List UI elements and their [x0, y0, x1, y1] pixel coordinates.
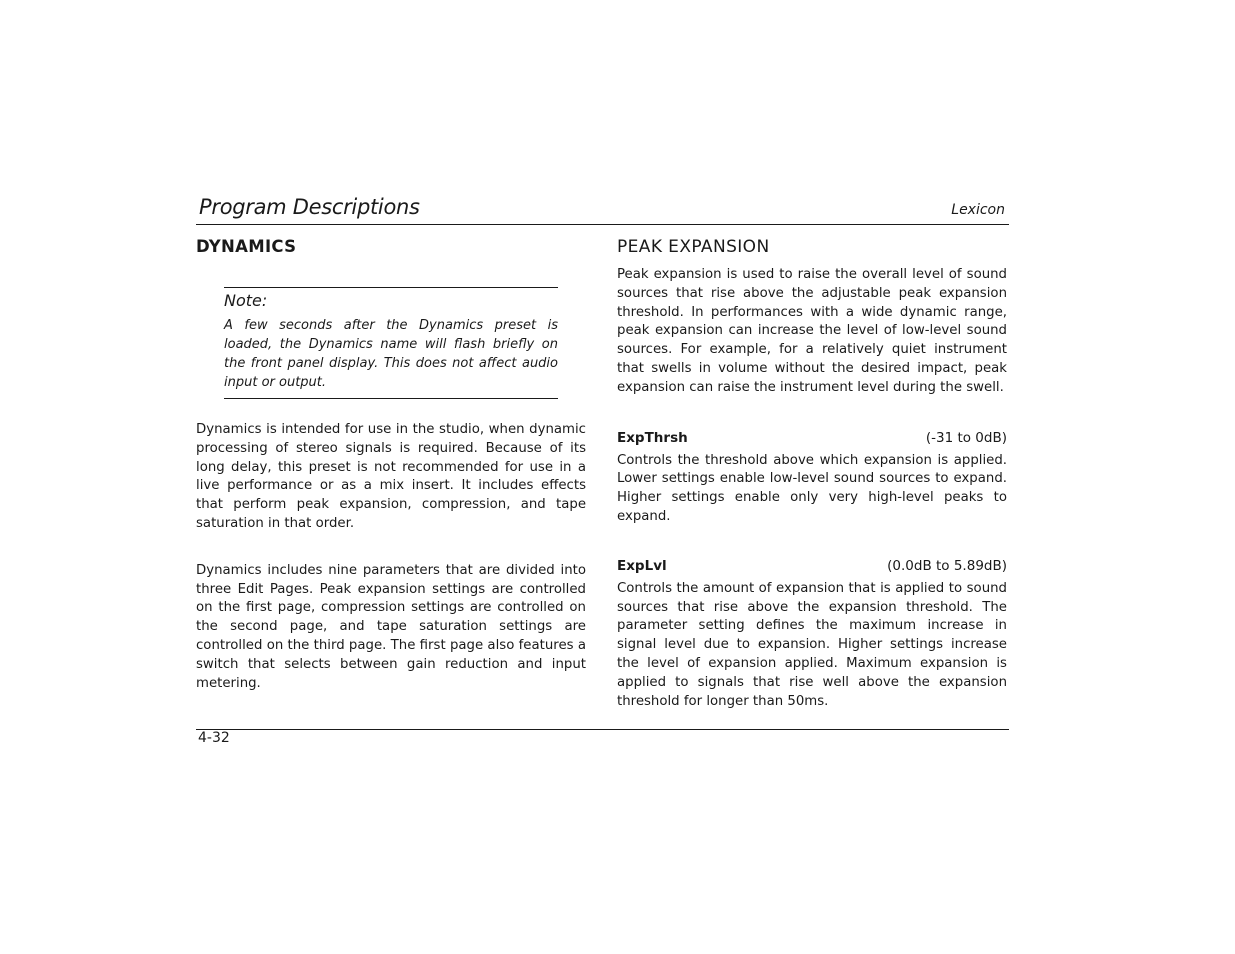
page-number: 4-32: [198, 730, 230, 746]
note-box: [224, 287, 558, 399]
peak-expansion-intro: Peak expansion is used to raise the overall level of sound sources that rise above the adjustable peak expansion threshold. In performances with a wide dynamic range, peak expansion can increase the level of low-level sound sources. For example, for a relatively quiet instrument that swells in volume without the desired impact, peak expansion can raise the instrument level during the swell.: [617, 267, 1007, 395]
footer-divider: [196, 729, 1009, 730]
page-header-brand: Lexicon: [951, 202, 1005, 218]
note-body: A few seconds after the Dynamics preset is loaded, the Dynamics name will flash briefly on the front panel display. This does not affect audio input or output.: [224, 318, 558, 390]
section-title-dynamics: DYNAMICS: [196, 237, 297, 256]
param-range: (-31 to 0dB): [925, 429, 1007, 446]
right-column: [617, 235, 1007, 711]
dynamics-paragraph-parameters: Dynamics includes nine parameters that are divided into three Edit Pages. Peak expansion settings are controlled on the first page, compression settings are controlled on the second page, and tape saturation settings are controlled on the third page. The first page also features a switch that selects between gain reduction and input metering.: [196, 562, 586, 691]
param-name: ExpThrsh: [617, 429, 688, 446]
dynamics-paragraph-intro: Dynamics is intended for use in the studio, when dynamic processing of stereo signals is required. Because of its long delay, this preset is not recommended for use in a live performance or as a mix insert. It includes effects that perform peak expansion, compression, and tape saturation in that order.: [196, 422, 586, 531]
left-column: [196, 235, 586, 693]
param-header-explvl: [617, 556, 1007, 576]
param-header-expthrsh: [617, 428, 1007, 448]
page-header-title: Program Descriptions: [199, 195, 420, 219]
section-title-peak-expansion: PEAK EXPANSION: [617, 237, 770, 257]
param-name: ExpLvl: [617, 557, 667, 574]
note-title: Note:: [224, 291, 268, 310]
param-range: (0.0dB to 5.89dB): [887, 557, 1007, 574]
param-description-expthrsh: Controls the threshold above which expansion is applied. Lower settings enable low-level sound sources to expand. Higher settings enable only very high-level peaks to expand.: [617, 452, 1007, 524]
header-divider: [196, 224, 1009, 225]
param-description-explvl: Controls the amount of expansion that is applied to sound sources that rise above the expansion threshold. The parameter setting defines the maximum increase in signal level due to expansion. Higher settings increase the level of expansion applied. Maximum expansion is applied to signals that rise well above the expansion threshold for longer than 50ms.: [617, 580, 1007, 709]
